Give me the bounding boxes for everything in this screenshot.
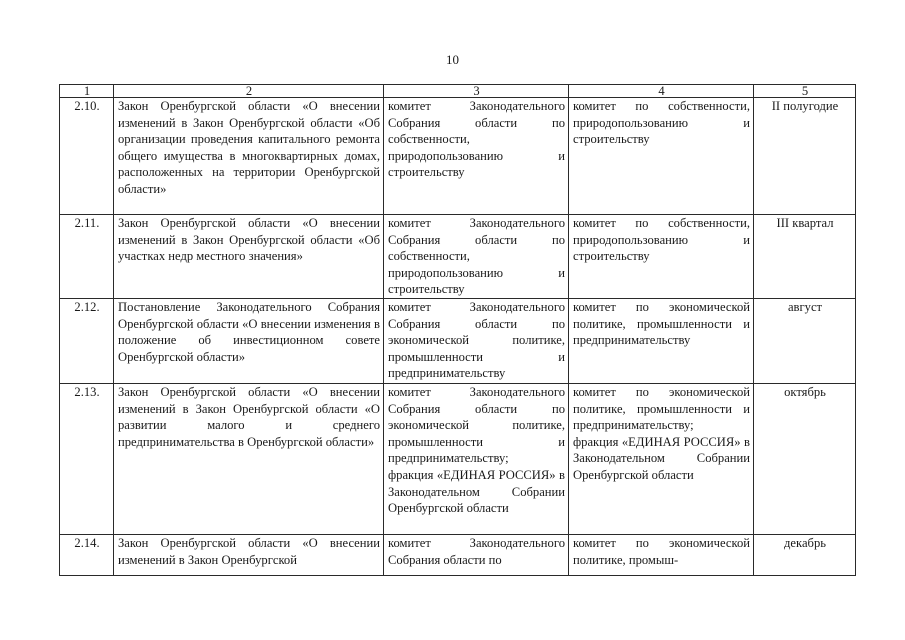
responsible-cell <box>384 98 569 215</box>
co-executor-text: комитет по экономической политике, промышленности и предпринимательству; <box>573 384 750 433</box>
work-plan-table <box>59 84 856 576</box>
row-number: 2.11. <box>60 215 114 299</box>
document-title: Закон Оренбургской области «О внесении изменений в Закон Оренбургской области «Об организации проведения капитального ремонта общего имущества в многоквартирных домах, расположенных на территории Оренбургской области» <box>114 98 384 215</box>
table-row <box>60 534 856 575</box>
co-executor-text: фракция «ЕДИНАЯ РОССИЯ» в Законодательном Собрании Оренбургской области <box>573 434 750 482</box>
document-title: Постановление Законодательного Собрания Оренбургской области «О внесении изменения в положение об инвестиционном совете Оренбургской области» <box>114 298 384 383</box>
co-executor-cell <box>569 383 754 534</box>
table-row <box>60 383 856 534</box>
table-row <box>60 215 856 299</box>
co-executor-cell <box>569 534 754 575</box>
responsible-text: комитет Законодательного Собрания области по собственности, природопользованию и строительству <box>388 216 565 297</box>
co-executor-text: комитет по собственности, природопользованию и строительству <box>573 216 750 264</box>
responsible-text: комитет Законодательного Собрания области по экономической политике, промышленности и предпринимательству <box>388 299 565 381</box>
deadline: октябрь <box>754 383 856 534</box>
table-header-row <box>60 85 856 98</box>
document-title: Закон Оренбургской области «О внесении изменений в Закон Оренбургской области «О развитии малого и среднего предпринимательства в Оренбургской области» <box>114 383 384 534</box>
column-header: 2 <box>114 85 384 98</box>
responsible-cell <box>384 534 569 575</box>
deadline: август <box>754 298 856 383</box>
co-executor-text: комитет по экономической политике, промышленности и предпринимательству <box>573 299 750 348</box>
page-number: 10 <box>446 52 459 67</box>
co-executor-cell <box>569 98 754 215</box>
deadline: III квартал <box>754 215 856 299</box>
column-header: 1 <box>60 85 114 98</box>
document-title: Закон Оренбургской области «О внесении изменений в Закон Оренбургской области «Об участках недр местного значения» <box>114 215 384 299</box>
column-header: 3 <box>384 85 569 98</box>
responsible-cell <box>384 215 569 299</box>
responsible-text: комитет Законодательного Собрания области по <box>388 535 565 567</box>
responsible-cell <box>384 383 569 534</box>
row-number: 2.12. <box>60 298 114 383</box>
responsible-text: фракция «ЕДИНАЯ РОССИЯ» в Законодательном Собрании Оренбургской области <box>388 467 565 516</box>
responsible-text: комитет Законодательного Собрания области по экономической политике, промышленности и предпринимательству; <box>388 384 565 466</box>
co-executor-cell <box>569 298 754 383</box>
co-executor-text: комитет по собственности, природопользованию и строительству <box>573 99 750 147</box>
row-number: 2.13. <box>60 383 114 534</box>
deadline: II полугодие <box>754 98 856 215</box>
co-executor-text: комитет по экономической политике, промыш- <box>573 535 750 567</box>
responsible-cell <box>384 298 569 383</box>
co-executor-cell <box>569 215 754 299</box>
row-number: 2.14. <box>60 534 114 575</box>
deadline: декабрь <box>754 534 856 575</box>
row-number: 2.10. <box>60 98 114 215</box>
table-row <box>60 98 856 215</box>
column-header: 4 <box>569 85 754 98</box>
document-title: Закон Оренбургской области «О внесении изменений в Закон Оренбургской <box>114 534 384 575</box>
column-header: 5 <box>754 85 856 98</box>
responsible-text: комитет Законодательного Собрания области по собственности, природопользованию и строительству <box>388 99 565 180</box>
table-row <box>60 298 856 383</box>
